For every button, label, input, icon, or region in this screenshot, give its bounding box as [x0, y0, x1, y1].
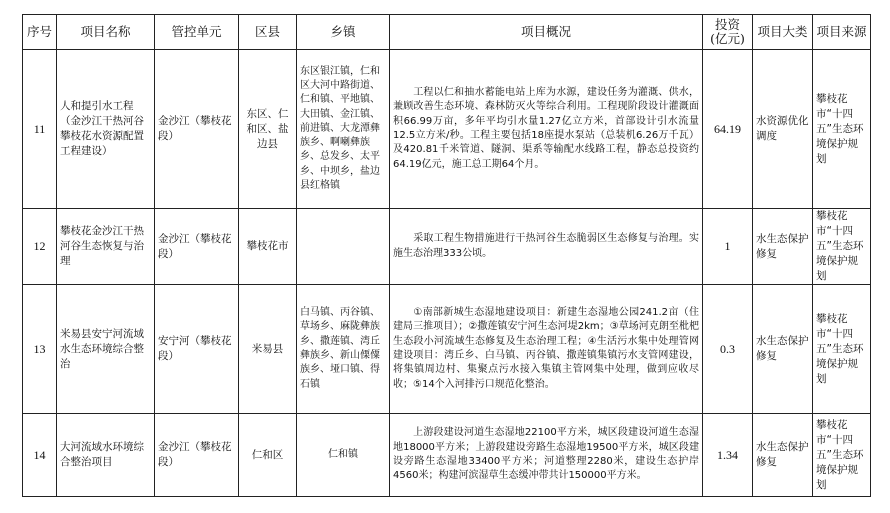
table-row: [23, 209, 871, 285]
project-table: [22, 14, 871, 497]
overview-text: 工程以仁和抽水蓄能电站上库为水源，建设任务为灌溉、供水，兼顾改善生态环境、森林防灭火等综合利用。工程现阶段设计灌溉面积66.99万亩，多年平均引水量1.27亿立方米，首部设计引水流量12.5立方米/秒。工程主要包括18座提水泵站（总装机6.26万千瓦）及420.81千米管道、隧洞、渠系等输配水线路工程，静态总投资约64.19亿元，施工总工期64个月。: [393, 87, 699, 170]
cell-name: 大河流域水环境综合整治项目: [57, 414, 155, 497]
cell-seq: 11: [23, 50, 57, 209]
cell-overview: [390, 209, 703, 285]
cell-invest: 1.34: [703, 414, 753, 497]
cell-district: 攀枝花市: [239, 209, 297, 285]
cell-invest: 1: [703, 209, 753, 285]
cell-name: 人和提引水工程（金沙江干热河谷攀枝花水资源配置工程建设）: [57, 50, 155, 209]
cell-source: 攀枝花市“十四五”生态环境保护规划: [813, 50, 871, 209]
cell-town: 白马镇、丙谷镇、草场乡、麻陇彝族乡、撒莲镇、湾丘彝族乡、新山傈僳族乡、垭口镇、得石镇: [297, 285, 390, 414]
cell-category: 水生态保护修复: [753, 209, 813, 285]
overview-text: ①南部新城生态湿地建设项目：新建生态湿地公园241.2亩（住建局三推项目）；②撒莲镇安宁河生态河堤2km；③草场河克朗至枇杷生态段小河流域生态修复及生态治理工程；④生活污水集中处理管网建设项目：湾丘乡、白马镇、丙谷镇、撒莲镇集镇污水支管网建设，将集镇周边村、集聚点污水接入集镇主管网集中处理，做到应收尽收；⑤14个入河排污口规范化整治。: [393, 307, 699, 390]
overview-text: 上游段建设河道生态湿地22100平方米，城区段建设河道生态湿地18000平方米；上游段建设旁路生态湿地19500平方米，城区段建设旁路生态湿地33400平方米；河道整理2280米，建设生态护岸4560米；构建河滨湿草生态缓冲带共计150000平方米。: [393, 427, 699, 482]
cell-unit: 安宁河（攀枝花段）: [155, 285, 239, 414]
cell-invest: 0.3: [703, 285, 753, 414]
cell-category: 水资源优化调度: [753, 50, 813, 209]
cell-district: 东区、仁和区、盐边县: [239, 50, 297, 209]
header-overview: 项目概况: [390, 15, 703, 50]
cell-seq: 14: [23, 414, 57, 497]
header-invest: 投资 (亿元): [703, 15, 753, 50]
cell-unit: 金沙江（攀枝花段）: [155, 50, 239, 209]
cell-invest: 64.19: [703, 50, 753, 209]
overview-text: 采取工程生物措施进行干热河谷生态脆弱区生态修复与治理。实施生态治理333公顷。: [393, 233, 699, 259]
cell-overview: [390, 50, 703, 209]
table-header-row: [23, 15, 871, 50]
cell-unit: 金沙江（攀枝花段）: [155, 414, 239, 497]
table-row: [23, 50, 871, 209]
cell-source: 攀枝花市“十四五”生态环境保护规划: [813, 414, 871, 497]
header-seq: 序号: [23, 15, 57, 50]
header-district: 区县: [239, 15, 297, 50]
cell-seq: 12: [23, 209, 57, 285]
cell-town: 仁和镇: [297, 414, 390, 497]
cell-district: 米易县: [239, 285, 297, 414]
header-town: 乡镇: [297, 15, 390, 50]
header-category: 项目大类: [753, 15, 813, 50]
cell-source: 攀枝花市“十四五”生态环境保护规划: [813, 285, 871, 414]
cell-overview: [390, 285, 703, 414]
cell-district: 仁和区: [239, 414, 297, 497]
cell-category: 水生态保护修复: [753, 414, 813, 497]
cell-overview: [390, 414, 703, 497]
header-unit: 管控单元: [155, 15, 239, 50]
table-row: [23, 414, 871, 497]
cell-seq: 13: [23, 285, 57, 414]
header-source: 项目来源: [813, 15, 871, 50]
cell-name: 攀枝花金沙江干热河谷生态恢复与治理: [57, 209, 155, 285]
table-row: [23, 285, 871, 414]
cell-source: 攀枝花市“十四五”生态环境保护规划: [813, 209, 871, 285]
cell-unit: 金沙江（攀枝花段）: [155, 209, 239, 285]
cell-town: [297, 209, 390, 285]
project-table-container: [22, 14, 870, 497]
header-name: 项目名称: [57, 15, 155, 50]
cell-name: 米易县安宁河流域水生态环境综合整治: [57, 285, 155, 414]
cell-town: 东区银江镇，仁和区大河中路街道、仁和镇、平地镇、大田镇、金江镇、前进镇、大龙潭彝族乡、啊喇彝族乡、总发乡、太平乡、中坝乡，盐边县红格镇: [297, 50, 390, 209]
cell-category: 水生态保护修复: [753, 285, 813, 414]
